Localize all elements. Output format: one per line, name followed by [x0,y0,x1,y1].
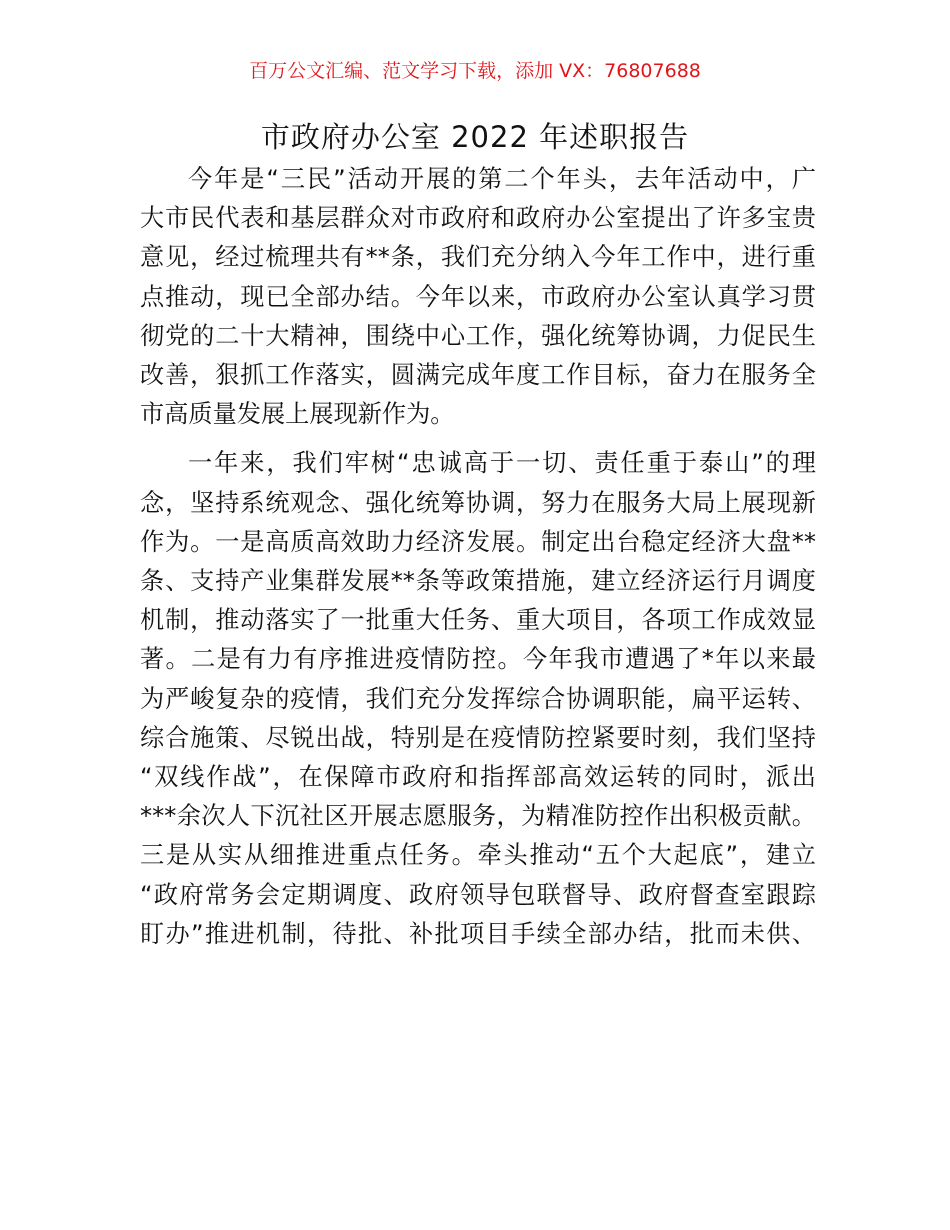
text-line: 点推动，现已全部办结。今年以来，市政府办公室认真学习贯 [140,282,816,311]
text-line: 综合施策、尽锐出战，特别是在疫情防控紧要时刻，我们坚持 [140,723,816,752]
text-line: 一年来，我们牢树“忠诚高于一切、责任重于泰山”的理 [188,449,816,478]
text-line: 条、支持产业集群发展**条等政策措施，建立经济运行月调度 [140,567,816,596]
text-line: 念，坚持系统观念、强化统筹协调，努力在服务大局上展现新 [140,488,816,517]
paragraph-1 [140,160,816,434]
text-line: “双线作战”，在保障市政府和指挥部高效运转的同时，派出 [140,763,816,792]
document-body [140,160,816,964]
text-line: ***余次人下沉社区开展志愿服务，为精准防控作出积极贡献。 [140,802,816,831]
text-line: 为严峻复杂的疫情，我们充分发挥综合协调职能，扁平运转、 [140,684,816,713]
text-line: 作为。一是高质高效助力经济发展。制定出台稳定经济大盘** [140,527,816,556]
paragraph-2 [140,444,816,954]
text-line: 彻党的二十大精神，围绕中心工作，强化统筹协调，力促民生 [140,321,816,350]
text-line: “政府常务会定期调度、政府领导包联督导、政府督查室跟踪 [140,880,816,909]
text-line: 改善，狠抓工作落实，圆满完成年度工作目标，奋力在服务全 [140,361,816,390]
document-title: 市政府办公室 2022 年述职报告 [260,120,690,154]
text-line: 盯办”推进机制，待批、补批项目手续全部办结，批而未供、 [140,919,816,948]
text-line: 市高质量发展上展现新作为。 [140,400,455,429]
text-line: 意见，经过梳理共有**条，我们充分纳入今年工作中，进行重 [140,243,816,272]
text-line: 三是从实从细推进重点任务。牵头推动“五个大起底”，建立 [140,841,816,870]
text-line: 机制，推动落实了一批重大任务、重大项目，各项工作成效显 [140,606,816,635]
text-line: 著。二是有力有序推进疫情防控。今年我市遭遇了*年以来最 [140,645,816,674]
watermark-banner: 百万公文汇编、范文学习下载，添加 VX：76807688 [249,60,701,82]
text-line: 今年是“三民”活动开展的第二个年头，去年活动中，广 [188,165,816,193]
text-line: 大市民代表和基层群众对市政府和政府办公室提出了许多宝贵 [140,204,816,233]
